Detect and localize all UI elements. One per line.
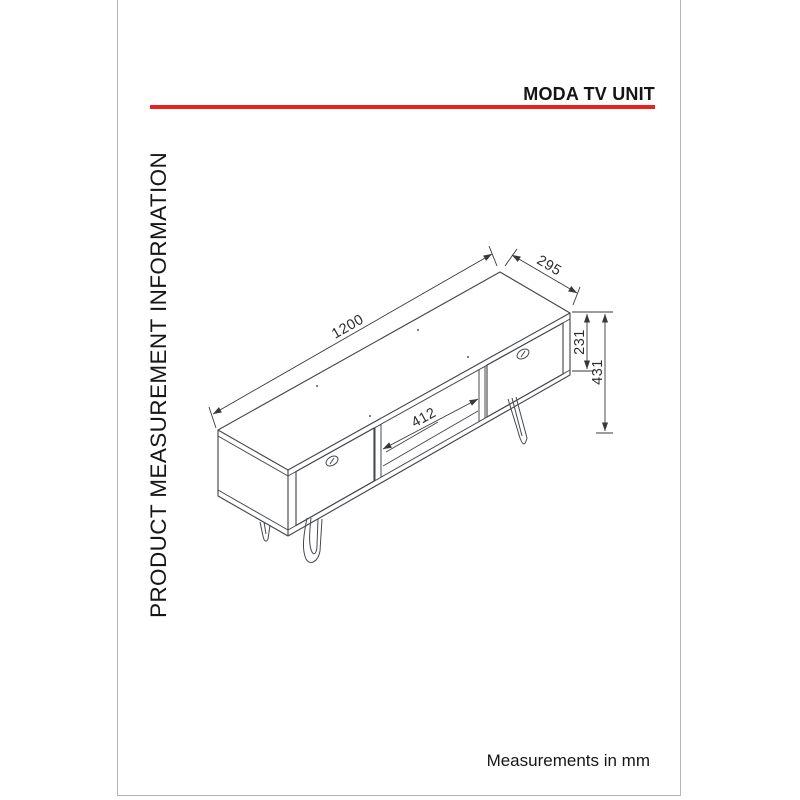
dim-body-height: 231 xyxy=(572,329,588,355)
dim-depth: 295 xyxy=(533,252,565,280)
page-title: MODA TV UNIT xyxy=(523,84,655,104)
side-label-vertical: PRODUCT MEASUREMENT INFORMATION xyxy=(146,151,171,618)
dim-width: 1200 xyxy=(329,311,367,343)
left-door-handle-icon xyxy=(324,454,340,468)
dim-total-height: 431 xyxy=(590,359,606,385)
dimension-annotations xyxy=(209,246,613,449)
right-door-handle-icon xyxy=(515,347,531,361)
right-divider xyxy=(479,366,485,421)
left-divider xyxy=(375,424,381,481)
front-left-leg xyxy=(303,518,322,562)
footer-note: Measurements in mm xyxy=(486,751,650,770)
right-door xyxy=(487,323,563,417)
left-door xyxy=(296,428,374,526)
tv-unit-body xyxy=(218,272,570,536)
cabinet-outline xyxy=(218,272,570,536)
dim-opening-width: 412 xyxy=(408,404,440,432)
